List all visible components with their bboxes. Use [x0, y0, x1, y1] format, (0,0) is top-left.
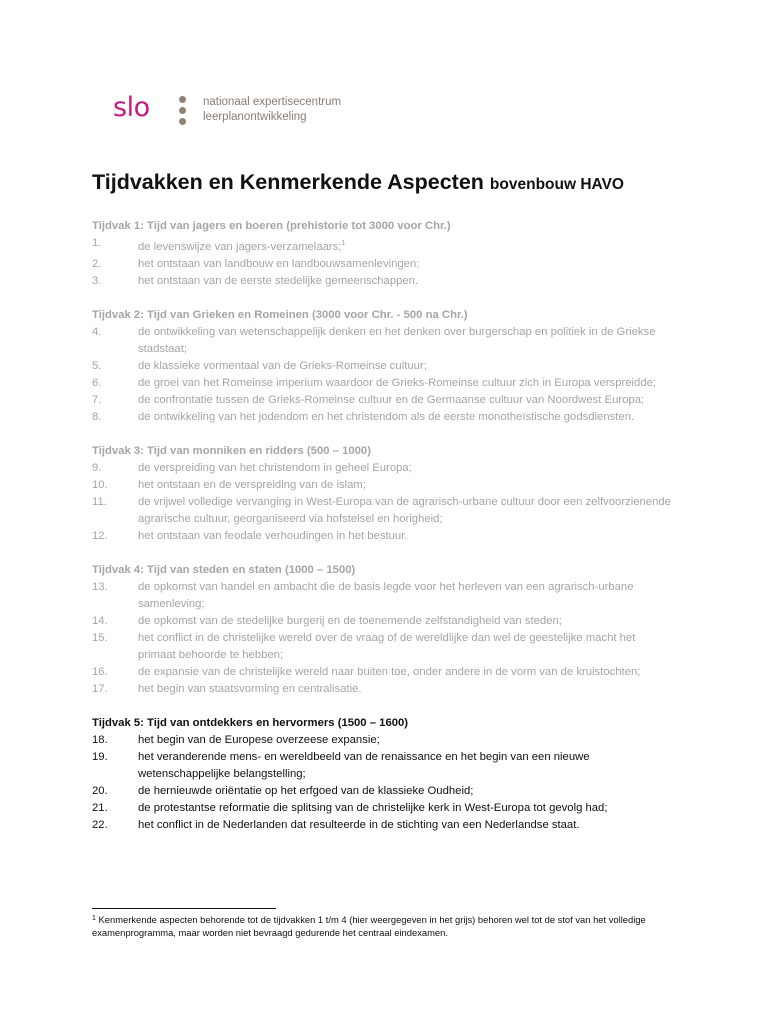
aspect-item [92, 579, 672, 613]
aspect-number: 12. [92, 529, 108, 542]
aspect-text: het ontstaan van feodale verhoudingen in het bestuur. [138, 529, 408, 542]
aspect-text-wrap [138, 477, 672, 494]
aspect-number: 21. [92, 801, 108, 814]
aspect-text: de vrijwel volledige vervanging in West-Europa van de agrarisch-urbane cultuur door een zelfvoorzienende agrarische cultuur, georganiseerd via hofstelsel en horigheid; [138, 495, 671, 525]
aspect-number: 22. [92, 818, 108, 831]
aspect-item [92, 613, 672, 630]
aspect-number: 1. [92, 237, 102, 249]
tijdvak-title: Tijdvak 3: Tijd van monniken en ridders (500 – 1000) [92, 444, 371, 457]
aspect-text: de opkomst van handel en ambacht die de basis legde voor het herleven van een agrarisch-urbane samenleving; [138, 580, 634, 610]
logo-text [203, 95, 341, 125]
logo-mark: slo [113, 91, 150, 123]
aspect-item [92, 460, 672, 477]
aspect-text: de ontwikkeling van het jodendom en het christendom als de eerste monotheïstische godsdiensten. [138, 410, 635, 423]
tijdvak-section [92, 562, 672, 698]
aspect-text: de levenswijze van jagers-verzamelaars; [138, 240, 342, 253]
tijdvak-title: Tijdvak 1: Tijd van jagers en boeren (prehistorie tot 3000 voor Chr.) [92, 220, 451, 232]
aspect-text: de expansie van de christelijke wereld naar buiten toe, onder andere in de vorm van de kruistochten; [138, 665, 641, 678]
aspect-number: 3. [92, 274, 102, 287]
aspect-number: 20. [92, 784, 108, 797]
footnote-text: Kenmerkende aspecten behorende tot de tijdvakken 1 t/m 4 (hier weergegeven in het grijs) behoren wel tot de stof van het volledige examenprogramma, maar worden niet bevraagd gedurende het centraal eindexamen. [92, 914, 646, 938]
aspect-number: 19. [92, 750, 108, 763]
aspect-item [92, 358, 672, 375]
aspect-text: het begin van staatsvorming en centralisatie. [138, 682, 362, 695]
tijdvak-section [92, 715, 672, 834]
aspect-text-wrap [138, 664, 672, 681]
aspect-text-wrap [138, 630, 672, 664]
tijdvak-title: Tijdvak 4: Tijd van steden en staten (1000 – 1500) [92, 563, 356, 576]
aspect-item [92, 681, 672, 698]
aspect-item [92, 273, 672, 290]
aspect-item [92, 409, 672, 426]
aspect-text: het ontstaan en de verspreiding van de islam; [138, 478, 366, 491]
aspect-item [92, 375, 672, 392]
tijdvak-section [92, 218, 672, 290]
aspect-number: 5. [92, 359, 102, 372]
aspect-text-wrap [138, 528, 672, 545]
footnote-ref: 1 [341, 240, 346, 247]
aspect-number: 13. [92, 580, 108, 593]
aspect-text: het ontstaan van landbouw en landbouwsamenlevingen; [138, 257, 420, 270]
aspect-number: 10. [92, 478, 108, 491]
aspect-text: de verspreiding van het christendom in geheel Europa; [138, 461, 412, 474]
aspect-number: 4. [92, 325, 102, 338]
aspect-text: de ontwikkeling van wetenschappelijk denken en het denken over burgerschap en politiek in de Griekse stadstaat; [138, 325, 656, 355]
aspect-number: 18. [92, 733, 108, 746]
aspect-text-wrap [138, 235, 672, 256]
aspect-item [92, 749, 672, 783]
aspect-number: 8. [92, 410, 102, 423]
document-title [92, 170, 624, 195]
aspect-text: de confrontatie tussen de Grieks-Romeinse cultuur en de Germaanse cultuur van Noordwest Europa; [138, 393, 645, 406]
aspect-item [92, 235, 672, 256]
aspect-number: 9. [92, 461, 102, 474]
aspect-text-wrap [138, 732, 672, 749]
aspect-number: 15. [92, 631, 108, 644]
footnote [92, 912, 672, 939]
footnote-marker: 1 [92, 915, 96, 922]
aspect-text-wrap [138, 409, 672, 426]
slo-logo [93, 84, 343, 136]
aspect-number: 7. [92, 393, 102, 406]
aspect-text-wrap [138, 273, 672, 290]
aspect-text-wrap [138, 392, 672, 409]
aspect-text-wrap [138, 358, 672, 375]
aspect-text: de opkomst van de stedelijke burgerij en de toenemende zelfstandigheid van steden; [138, 614, 562, 627]
tijdvakken-list [92, 218, 672, 851]
aspect-text-wrap [138, 579, 672, 613]
title-main: Tijdvakken en Kenmerkende Aspecten [92, 170, 484, 194]
aspect-text-wrap [138, 613, 672, 630]
aspect-item [92, 630, 672, 664]
aspect-item [92, 256, 672, 273]
aspect-item [92, 324, 672, 358]
aspect-item [92, 528, 672, 545]
aspect-text: de klassieke vormentaal van de Grieks-Romeinse cultuur; [138, 359, 427, 372]
logo-text-line1: nationaal expertisecentrum [203, 96, 342, 108]
aspect-text-wrap [138, 460, 672, 477]
aspect-item [92, 800, 672, 817]
aspect-text-wrap [138, 817, 672, 834]
aspect-text: het conflict in de Nederlanden dat resulteerde in de stichting van een Nederlandse staat. [138, 818, 580, 831]
aspect-text-wrap [138, 324, 672, 358]
aspect-text: het ontstaan van de eerste stedelijke gemeenschappen. [138, 274, 419, 287]
aspect-text: de hernieuwde oriëntatie op het erfgoed van de klassieke Oudheid; [138, 784, 474, 797]
aspect-text: de protestantse reformatie die splitsing van de christelijke kerk in West-Europa tot gevolg had; [138, 801, 608, 814]
tijdvak-section [92, 307, 672, 426]
logo-dots-icon [175, 96, 189, 125]
aspect-text-wrap [138, 783, 672, 800]
aspect-item [92, 664, 672, 681]
aspect-text-wrap [138, 494, 672, 528]
aspect-number: 14. [92, 614, 108, 627]
logo-text-line2: leerplanontwikkeling [203, 111, 307, 123]
aspect-item [92, 732, 672, 749]
aspect-number: 6. [92, 376, 102, 389]
aspect-text-wrap [138, 749, 672, 783]
aspect-number: 17. [92, 682, 108, 695]
aspect-text: het begin van de Europese overzeese expansie; [138, 733, 380, 746]
aspect-number: 11. [92, 495, 107, 508]
tijdvak-title: Tijdvak 2: Tijd van Grieken en Romeinen (3000 voor Chr. - 500 na Chr.) [92, 308, 468, 321]
aspect-number: 2. [92, 257, 102, 270]
aspect-item [92, 783, 672, 800]
title-subtitle: bovenbouw HAVO [489, 176, 624, 193]
aspect-item [92, 392, 672, 409]
aspect-item [92, 494, 672, 528]
aspect-text-wrap [138, 681, 672, 698]
aspect-item [92, 817, 672, 834]
aspect-text-wrap [138, 256, 672, 273]
tijdvak-section [92, 443, 672, 545]
aspect-number: 16. [92, 665, 108, 678]
aspect-text-wrap [138, 375, 672, 392]
aspect-item [92, 477, 672, 494]
aspect-text: het conflict in de christelijke wereld over de vraag of de wereldlijke dan wel de geestelijke macht het primaat behoorde te hebben; [138, 631, 636, 661]
aspect-text-wrap [138, 800, 672, 817]
aspect-text: het veranderende mens- en wereldbeeld van de renaissance en het begin van een nieuwe wetenschappelijke belangstelling; [138, 750, 590, 780]
tijdvak-title: Tijdvak 5: Tijd van ontdekkers en hervormers (1500 – 1600) [92, 716, 409, 729]
footnote-separator [92, 908, 276, 909]
aspect-text: de groei van het Romeinse imperium waardoor de Grieks-Romeinse cultuur zich in Europa verspreidde; [138, 376, 657, 389]
